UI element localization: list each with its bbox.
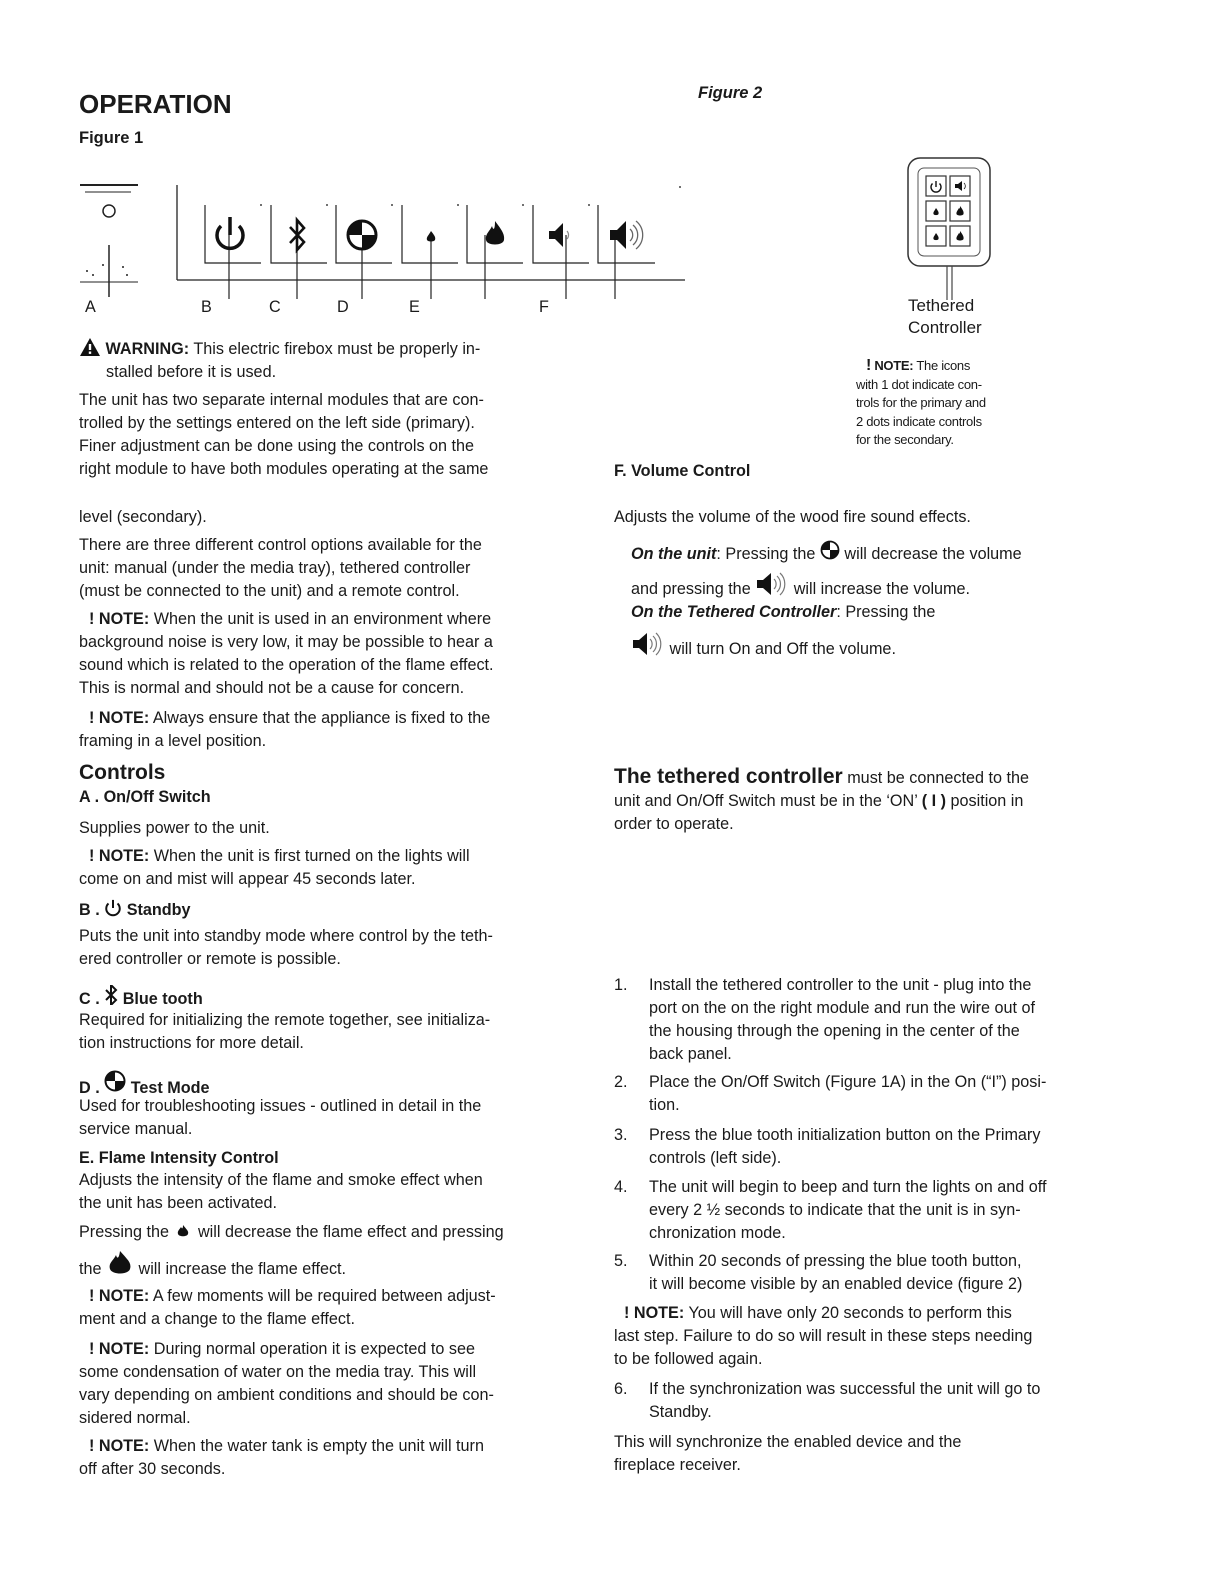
text-segment: the <box>79 1260 102 1278</box>
speaker-high-icon <box>755 572 789 596</box>
text-line: service manual. <box>79 1120 193 1138</box>
speaker-high-icon <box>631 632 665 656</box>
text-line: Press the blue tooth initialization button on the Primary <box>649 1126 1041 1144</box>
text-segment: unit and On/Off Switch must be in the ‘ON’ <box>614 792 918 810</box>
text-line: Used for troubleshooting issues - outlined in detail in the <box>79 1097 482 1115</box>
exclamation-icon: ! <box>866 357 872 374</box>
figure-1-caption: Figure 1 <box>79 129 144 147</box>
section-b-title <box>79 899 191 922</box>
section-c-title <box>79 985 203 1011</box>
note-startup <box>79 845 470 891</box>
on-tether-line-2 <box>631 632 896 661</box>
text-line: fireplace receiver. <box>614 1456 741 1474</box>
options-paragraph <box>79 534 482 603</box>
tether-paragraph <box>614 765 1114 836</box>
section-b-label: Standby <box>126 901 191 919</box>
intro-paragraph-cont: level (secondary). <box>79 508 207 526</box>
note-label: NOTE: <box>98 709 150 727</box>
page-title: OPERATION <box>79 89 232 119</box>
step-number: 4. <box>614 1178 628 1196</box>
text-segment: will turn On and Off the volume. <box>669 640 896 658</box>
text-line: trols for the primary and <box>856 395 986 410</box>
text-line: controls (left side). <box>649 1149 782 1167</box>
closing-paragraph <box>614 1431 961 1477</box>
step-number: 1. <box>614 976 628 994</box>
note-label: NOTE: <box>98 847 150 865</box>
flame-large-icon <box>486 221 504 245</box>
flame-large-icon <box>106 1250 134 1276</box>
note-water-tank <box>79 1435 484 1481</box>
text-line: This will synchronize the enabled device and the <box>614 1433 962 1451</box>
text-line: The unit will begin to beep and turn the lights on and off <box>649 1178 1047 1196</box>
flame-small-icon <box>427 231 435 242</box>
exclamation-icon: ! <box>624 1304 630 1322</box>
text-line: for the secondary. <box>856 432 954 447</box>
power-icon <box>217 217 243 248</box>
text-line: port on the on the right module and run the wire out of <box>649 999 1036 1017</box>
text-line: Controller <box>908 318 982 337</box>
on-unit-label: On the unit <box>631 545 717 563</box>
on-off-switch-detail <box>80 185 138 297</box>
tether-heading: The tethered controller <box>614 765 843 788</box>
exclamation-icon: ! <box>89 1340 95 1358</box>
text-line: Always ensure that the appliance is fixed to the <box>152 709 491 727</box>
text-line: vary depending on ambient conditions and should be con- <box>79 1386 494 1404</box>
on-tether-line-1 <box>631 601 935 624</box>
warning-label: WARNING: <box>105 340 190 358</box>
label-d: D <box>337 298 349 316</box>
section-f-title: F. Volume Control <box>614 462 751 480</box>
text-line: ment and a change to the flame effect. <box>79 1310 355 1328</box>
text-segment: will decrease the flame effect and pressing <box>197 1223 504 1241</box>
text-line: Standby. <box>649 1403 712 1421</box>
text-line: come on and mist will appear 45 seconds later. <box>79 870 416 888</box>
on-tether-label: On the Tethered Controller <box>631 603 837 621</box>
note-label: NOTE: <box>98 610 150 628</box>
text-segment: : Pressing the <box>836 603 936 621</box>
flame-small-icon <box>173 1224 193 1238</box>
text-line: Tethered <box>908 296 975 315</box>
note-label: NOTE: <box>633 1304 685 1322</box>
section-e-text <box>79 1169 483 1215</box>
intro-paragraph <box>79 389 488 481</box>
text-line: the housing through the opening in the center of the <box>649 1022 1020 1040</box>
text-line: off after 30 seconds. <box>79 1460 226 1478</box>
power-icon <box>104 899 122 917</box>
warning-icon <box>79 337 101 357</box>
note-sync-time <box>614 1302 1032 1371</box>
text-segment: and pressing the <box>631 580 751 598</box>
text-line: When the unit is used in an environment where <box>153 610 492 628</box>
text-line: 2 dots indicate controls <box>856 413 982 429</box>
label-b: B <box>201 298 212 316</box>
label-c: C <box>269 298 281 316</box>
text-segment: position in <box>950 792 1024 810</box>
section-c-label: Blue tooth <box>122 990 203 1008</box>
text-line: The unit has two separate internal modules that are con- <box>79 391 484 409</box>
label-a: A <box>85 298 96 316</box>
text-line: framing in a level position. <box>79 732 267 750</box>
note-label: NOTE: <box>98 1437 150 1455</box>
text-line: with 1 dot indicate con- <box>856 376 982 392</box>
text-line: ered controller or remote is possible. <box>79 950 341 968</box>
section-c-prefix: C . <box>79 990 100 1008</box>
note-condensation <box>79 1338 494 1430</box>
text-line: This is normal and should not be a cause for concern. <box>79 679 465 697</box>
section-a-text: Supplies power to the unit. <box>79 819 270 837</box>
note-level <box>79 707 490 753</box>
text-line: right module to have both modules operating at the same <box>79 460 489 478</box>
note-noise <box>79 608 494 700</box>
text-line: Finer adjustment can be done using the controls on the <box>79 437 475 455</box>
section-a-title: A . On/Off Switch <box>79 788 211 806</box>
text-line: every 2 ½ seconds to indicate that the unit is in syn- <box>649 1201 1021 1219</box>
controls-heading: Controls <box>79 761 166 784</box>
text-line: When the unit is first turned on the lights will <box>153 847 470 865</box>
text-line: Install the tethered controller to the unit - plug into the <box>649 976 1032 994</box>
warning-block <box>79 337 579 384</box>
on-unit-line-2 <box>631 572 970 601</box>
text-line: The icons <box>916 358 971 373</box>
text-line: Puts the unit into standby mode where control by the teth- <box>79 927 493 945</box>
text-line: trolled by the settings entered on the left side (primary). <box>79 414 475 432</box>
step-number: 5. <box>614 1252 628 1270</box>
figure-1-diagram <box>75 175 695 320</box>
bluetooth-icon <box>290 220 304 250</box>
text-segment: ( I ) <box>921 792 946 810</box>
warning-text-1: This electric firebox must be properly in- <box>193 340 481 358</box>
note-label: NOTE: <box>98 1287 150 1305</box>
step-number: 2. <box>614 1073 628 1091</box>
text-line: There are three different control options available for the <box>79 536 482 554</box>
text-segment: will increase the flame effect. <box>138 1260 347 1278</box>
step-number: 3. <box>614 1126 628 1144</box>
warning-text-2: stalled before it is used. <box>106 363 277 381</box>
section-b-text <box>79 925 493 971</box>
text-line: (must be connected to the unit) and a remote control. <box>79 582 460 600</box>
note-adjustment <box>79 1285 496 1331</box>
label-e: E <box>409 298 420 316</box>
step-number: 6. <box>614 1380 628 1398</box>
note-label: NOTE: <box>98 1340 150 1358</box>
section-d-text <box>79 1095 481 1141</box>
text-line: Adjusts the intensity of the flame and smoke effect when <box>79 1171 483 1189</box>
text-line: background noise is very low, it may be possible to hear a <box>79 633 493 651</box>
text-line: tion instructions for more detail. <box>79 1034 304 1052</box>
text-line: chronization mode. <box>649 1224 786 1242</box>
text-line: sound which is related to the operation of the flame effect. <box>79 656 494 674</box>
text-line: it will become visible by an enabled device (figure 2) <box>649 1275 1023 1293</box>
section-e-title: E. Flame Intensity Control <box>79 1149 279 1167</box>
on-unit-line-1 <box>631 540 1022 566</box>
text-line: During normal operation it is expected to see <box>153 1340 475 1358</box>
section-d-label: Test Mode <box>130 1079 210 1097</box>
text-line: some condensation of water on the media tray. This will <box>79 1363 477 1381</box>
text-line: sidered normal. <box>79 1409 191 1427</box>
section-c-text <box>79 1009 490 1055</box>
text-line: order to operate. <box>614 815 734 833</box>
tethered-controller-figure <box>905 155 995 300</box>
exclamation-icon: ! <box>89 709 95 727</box>
bluetooth-icon <box>104 985 118 1005</box>
text-line: tion. <box>649 1096 680 1114</box>
section-d-prefix: D . <box>79 1079 100 1097</box>
flame-press-line-1 <box>79 1221 504 1244</box>
text-line: Required for initializing the remote together, see initializa- <box>79 1011 491 1029</box>
exclamation-icon: ! <box>89 1437 95 1455</box>
section-f-text: Adjusts the volume of the wood fire sound effects. <box>614 508 971 526</box>
text-line: Within 20 seconds of pressing the blue tooth button, <box>649 1252 1022 1270</box>
section-b-prefix: B . <box>79 901 100 919</box>
text-line: When the water tank is empty the unit will turn <box>153 1437 484 1455</box>
text-line: You will have only 20 seconds to perform this <box>688 1304 1012 1322</box>
text-line: back panel. <box>649 1045 732 1063</box>
text-segment: will increase the volume. <box>793 580 971 598</box>
figure-2-caption: Figure 2 <box>698 84 763 102</box>
text-line: to be followed again. <box>614 1350 763 1368</box>
exclamation-icon: ! <box>89 610 95 628</box>
note-label: NOTE: <box>874 358 914 373</box>
text-segment: : Pressing the <box>716 545 816 563</box>
exclamation-icon: ! <box>89 1287 95 1305</box>
test-mode-icon <box>820 540 840 560</box>
figure-2-note <box>856 357 986 450</box>
text-line: Place the On/Off Switch (Figure 1A) in the On (“I”) posi- <box>649 1073 1047 1091</box>
label-f: F <box>539 298 549 316</box>
text-line: If the synchronization was successful the unit will go to <box>649 1380 1041 1398</box>
test-mode-icon <box>348 221 376 249</box>
text-segment: must be connected to the <box>847 769 1029 787</box>
text-line: A few moments will be required between adjust- <box>152 1287 496 1305</box>
exclamation-icon: ! <box>89 847 95 865</box>
text-segment: Pressing the <box>79 1223 169 1241</box>
flame-press-line-2 <box>79 1250 346 1281</box>
text-line: last step. Failure to do so will result in these steps needing <box>614 1327 1033 1345</box>
text-line: unit: manual (under the media tray), tethered controller <box>79 559 471 577</box>
test-mode-icon <box>104 1070 126 1092</box>
text-segment: will decrease the volume <box>844 545 1022 563</box>
tethered-controller-label <box>908 295 982 339</box>
text-line: the unit has been activated. <box>79 1194 277 1212</box>
